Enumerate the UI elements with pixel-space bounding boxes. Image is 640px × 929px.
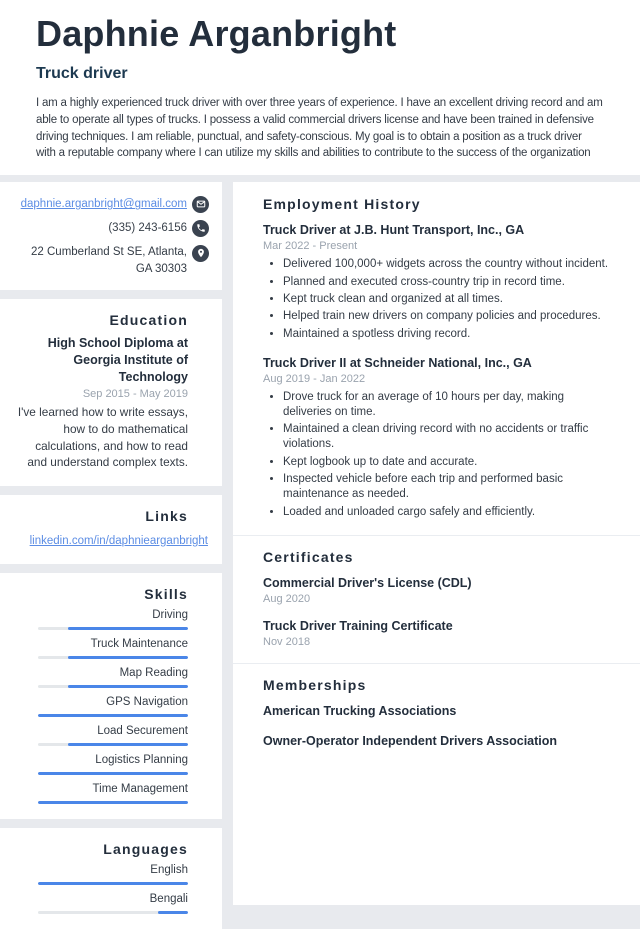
phone-number: (335) 243-6156 [108,222,187,235]
languages-heading: Languages [103,840,188,857]
skill-bar-fill [68,685,188,688]
skill-label: GPS Navigation [106,695,188,708]
skill-bar [38,714,188,717]
job-bullets [263,390,610,520]
job-bullet: • Maintained a clean driving record with no accidents or traffic violations. [283,422,610,452]
job-title: Truck Driver II at Schneider National, Inc., GA [263,355,532,370]
section-divider [233,535,640,536]
membership-title: American Trucking Associations [263,704,457,719]
skill-bar-fill [68,743,188,746]
education-description: I've learned how to write essays, how to do mathematical calculations, and how to read and understand complex texts. [17,405,188,470]
skill-item [14,696,188,717]
certificate-title: Commercial Driver's License (CDL) [263,575,472,590]
skill-item [14,725,188,746]
language-bar-fill [38,882,188,885]
job-dates: Aug 2019 - Jan 2022 [263,373,366,386]
job-bullet: • Drove truck for an average of 10 hours per day, making deliveries on time. [283,390,610,420]
contact-email-row [14,196,209,213]
links-heading: Links [145,507,188,524]
certificate-entry [263,618,610,648]
main-column [233,182,640,905]
certificate-date: Aug 2020 [263,592,311,605]
skills-list [14,609,188,804]
skill-item [14,783,188,804]
person-name: Daphnie Arganbright [36,13,397,54]
certificate-entry [263,575,610,605]
job-bullet: • Helped train new drivers on company policies and procedures. [283,309,610,324]
skill-label: Logistics Planning [95,753,188,766]
membership-entry [263,733,610,749]
job-dates: Mar 2022 - Present [263,240,358,253]
contact-address-row [14,244,209,277]
jobs-list [263,222,610,520]
location-icon [192,245,209,262]
job-bullet: • Delivered 100,000+ widgets across the country without incident. [283,257,610,272]
skill-bar [38,743,188,746]
memberships-list [263,703,610,750]
skill-item [14,667,188,688]
employment-heading: Employment History [263,195,421,212]
contact-card [0,182,222,290]
job-bullet: • Kept truck clean and organized at all times. [283,292,610,307]
skill-bar [38,685,188,688]
employment-section [263,196,610,520]
education-card [0,299,222,485]
job-bullet: • Loaded and unloaded cargo safely and efficiently. [283,505,610,520]
memberships-heading: Memberships [263,677,367,694]
skill-item [14,638,188,659]
job-bullet: • Planned and executed cross-country trip in record time. [283,275,610,290]
skills-card [0,573,222,819]
header [0,0,640,175]
language-item [14,893,188,914]
certificates-list [263,575,610,649]
languages-card [0,828,222,929]
job-bullet: • Kept logbook up to date and accurate. [283,455,610,470]
job-entry [263,222,610,342]
linkedin-link[interactable]: linkedin.com/in/daphniearganbright [29,534,208,547]
membership-entry [263,703,610,719]
address-line1: 22 Cumberland St SE, Atlanta, [31,245,187,258]
certificates-section [263,549,610,649]
language-item [14,864,188,885]
skill-label: Map Reading [119,666,188,679]
address-line2: GA 30303 [135,262,187,275]
skill-bar [38,801,188,804]
job-title: Truck Driver at J.B. Hunt Transport, Inc., GA [263,222,525,237]
body-columns [0,182,640,905]
skill-label: Time Management [92,782,188,795]
links-card [0,495,222,564]
language-bar [38,911,188,914]
skill-item [14,609,188,630]
skill-bar-fill [68,627,188,630]
section-divider [233,663,640,664]
skill-label: Driving [152,608,188,621]
skill-label: Truck Maintenance [90,637,188,650]
language-label: English [150,863,188,876]
email-link[interactable]: daphnie.arganbright@gmail.com [20,198,187,211]
language-bar-fill [158,911,188,914]
skill-bar-fill [38,714,188,717]
skill-bar [38,627,188,630]
language-label: Bengali [149,892,188,905]
certificate-title: Truck Driver Training Certificate [263,618,453,633]
education-dates: Sep 2015 - May 2019 [82,388,188,401]
skill-bar [38,772,188,775]
skill-bar [38,656,188,659]
languages-list [14,864,188,914]
skill-bar-fill [38,801,188,804]
membership-title: Owner-Operator Independent Drivers Association [263,734,558,749]
certificates-heading: Certificates [263,548,354,565]
person-job-title: Truck driver [36,65,128,83]
skill-label: Load Securement [97,724,188,737]
language-bar [38,882,188,885]
skill-item [14,754,188,775]
contact-phone-row [14,220,209,237]
job-entry [263,355,610,520]
job-bullets [263,257,610,342]
address-text [31,244,187,277]
skill-bar-fill [68,656,188,659]
skill-bar-fill [38,772,188,775]
skills-heading: Skills [144,585,188,602]
envelope-icon [192,196,209,213]
job-bullet: • Maintained a spotless driving record. [283,327,610,342]
sidebar [0,182,222,905]
profile-summary: I am a highly experienced truck driver with over three years of experience. I have an excellent driving record and am able to operate all types of trucks. I possess a valid commercial drivers license and have been trained in defensive driving techniques. I am reliable, punctual, and safety-conscious. My goal is to obtain a position as a truck driver with a reputable company where I can utilize my skills and abilities to contribute to the success of the organization [36,97,603,160]
job-bullet: • Inspected vehicle before each trip and performed basic maintenance as needed. [283,472,610,502]
phone-icon [192,220,209,237]
certificate-date: Nov 2018 [263,636,311,649]
education-heading: Education [109,312,188,329]
memberships-section [263,677,610,750]
education-degree: High School Diploma at Georgia Institute of Technology [47,336,188,384]
